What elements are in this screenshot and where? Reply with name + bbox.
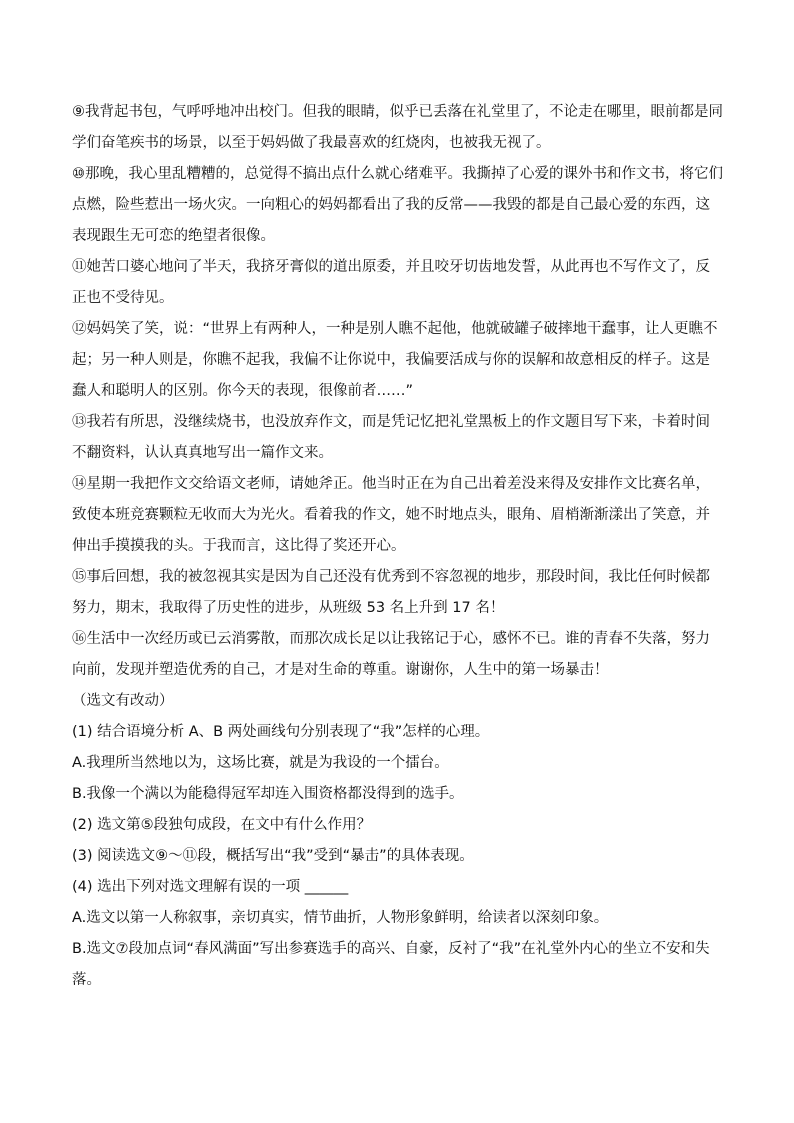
paragraph-12: ⑫妈妈笑了笑，说：“世界上有两种人，一种是别人瞧不起他，他就破罐子破摔地干蠢事，让人更瞧不起；另一种人则是，你瞧不起我，我偏不让你说中，我偏要活成与你的误解和故意相反的样子。这是蠢人和聪明人的区别。你今天的表现，很像前者……” <box>72 321 718 399</box>
option-b: B.选文⑦段加点词“春风满面”写出参赛选手的高兴、自豪，反衬了“我”在礼堂外内心的坐立不安和失落。 <box>72 941 710 988</box>
question-1-sentence-a: A.我理所当然地以为，这场比赛，就是为我设的一个擂台。 <box>72 755 449 771</box>
paragraph-11: ⑪她苦口婆心地问了半天，我挤牙膏似的道出原委，并且咬牙切齿地发誓，从此再也不写作文了，反正也不受待见。 <box>72 259 710 306</box>
question-4-text: (4) 选出下列对选文理解有误的一项 <box>72 879 301 895</box>
option-a: A.选文以第一人称叙事，亲切真实，情节曲折，人物形象鲜明，给读者以深刻印象。 <box>72 910 609 926</box>
source-note: （选文有改动） <box>72 693 174 709</box>
paragraph-16: ⑯生活中一次经历或已云消雾散，而那次成长足以让我铭记于心，感怀不已。谁的青春不失落，努力向前，发现并塑造优秀的自己，才是对生命的尊重。谢谢你，人生中的第一场暴击！ <box>72 631 710 678</box>
paragraph-14: ⑭星期一我把作文交给语文老师，请她斧正。他当时正在为自己出着差没来得及安排作文比赛名单，致使本班竞赛颗粒无收而大为光火。看着我的作文，她不时地点头，眼角、眉梢渐渐漾出了笑意，并伸出手摸摸我的头。于我而言，这比得了奖还开心。 <box>72 476 710 554</box>
question-2: (2) 选文第⑤段独句成段，在文中有什么作用？ <box>72 817 372 833</box>
paragraph-15: ⑮事后回想，我的被忽视其实是因为自己还没有优秀到不容忽视的地步，那段时间，我比任何时候都努力，期末，我取得了历史性的进步，从班级 53 名上升到 17 名！ <box>72 569 710 616</box>
question-1: (1) 结合语境分析 A、B 两处画线句分别表现了“我”怎样的心理。 <box>72 724 490 740</box>
document-body <box>72 97 724 996</box>
paragraph-13: ⑬我若有所思，没继续烧书，也没放弃作文，而是凭记忆把礼堂黑板上的作文题目写下来，卡着时间不翻资料，认认真真地写出一篇作文来。 <box>72 414 710 461</box>
question-3: (3) 阅读选文⑨～⑪段，概括写出“我”受到“暴击”的具体表现。 <box>72 848 474 864</box>
paragraph-10: ⑩那晚，我心里乱糟糟的，总觉得不搞出点什么就心绪难平。我撕掉了心爱的课外书和作文书，将它们点燃，险些惹出一场火灾。一向粗心的妈妈都看出了我的反常——我毁的都是自己最心爱的东西，这表现跟生无可恋的绝望者很像。 <box>72 166 723 244</box>
paragraph-9: ⑨我背起书包，气呼呼地冲出校门。但我的眼睛，似乎已丢落在礼堂里了，不论走在哪里，眼前都是同学们奋笔疾书的场景，以至于妈妈做了我最喜欢的红烧肉，也被我无视了。 <box>72 104 723 151</box>
question-1-sentence-b: B.我像一个满以为能稳得冠军却连入围资格都没得到的选手。 <box>72 786 464 802</box>
answer-blank: ______ <box>304 879 349 895</box>
question-4 <box>72 872 724 903</box>
